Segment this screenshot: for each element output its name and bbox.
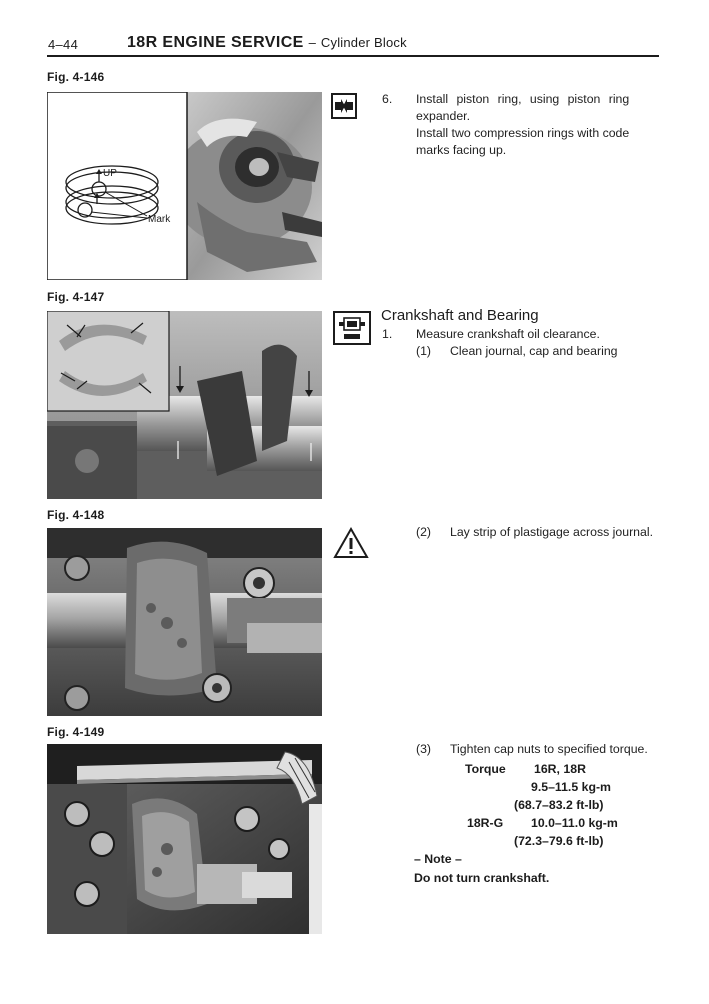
figure-147-photo	[47, 311, 322, 499]
figure-label-147: Fig. 4-147	[47, 290, 105, 304]
note-label: – Note –	[414, 852, 462, 866]
measure-icon	[333, 311, 371, 345]
substep-2-number: (2)	[416, 525, 432, 539]
figure-label-146: Fig. 4-146	[47, 70, 105, 84]
title-separator: –	[308, 35, 317, 50]
substep-3-text: Tighten cap nuts to specified torque.	[450, 742, 648, 756]
torque-label: Torque	[465, 762, 506, 776]
inset-label-up: UP	[103, 168, 117, 179]
substep-3-number: (3)	[416, 742, 432, 756]
substep-3	[416, 741, 666, 758]
inset-label-mark: Mark	[148, 214, 171, 225]
header-rule	[47, 55, 659, 57]
torque-model-b: 18R-G	[467, 816, 504, 830]
step-6-line-1: Install piston ring, using piston ring	[416, 92, 630, 106]
page-number: 4–44	[48, 37, 79, 52]
torque-model-a-kgm: 9.5–11.5 kg-m	[531, 780, 611, 794]
step-1-text: Measure crankshaft oil clearance.	[416, 327, 600, 341]
step-6-line-2: expander.	[416, 109, 471, 123]
step-6	[382, 91, 660, 159]
torque-model-b-ftlb: (72.3–79.6 ft-lb)	[514, 834, 604, 848]
torque-model-b-kgm: 10.0–11.0 kg-m	[531, 816, 618, 830]
step-1-number: 1.	[382, 327, 393, 341]
caution-icon	[333, 527, 369, 564]
step-1	[382, 326, 660, 360]
figure-149-photo	[47, 744, 322, 934]
step-6-line-4: marks facing up.	[416, 143, 507, 157]
section-heading-crankshaft: Crankshaft and Bearing	[381, 307, 539, 324]
page-title	[127, 34, 407, 52]
figure-label-149: Fig. 4-149	[47, 725, 105, 739]
figure-label-148: Fig. 4-148	[47, 508, 105, 522]
install-icon	[331, 93, 357, 119]
subsection-title: Cylinder Block	[320, 35, 407, 50]
substep-2	[416, 524, 666, 541]
step-6-line-3: Install two compression rings with code	[416, 126, 630, 140]
substep-1-text: Clean journal, cap and bearing	[450, 344, 618, 358]
section-title: 18R ENGINE SERVICE	[127, 34, 304, 51]
torque-model-a: 16R, 18R	[534, 762, 586, 776]
substep-2-text: Lay strip of plastigage across journal.	[450, 525, 654, 539]
substep-1-number: (1)	[416, 344, 432, 358]
figure-148-photo	[47, 528, 322, 716]
note-text: Do not turn crankshaft.	[414, 871, 550, 885]
figure-146-photo	[47, 92, 322, 280]
step-6-number: 6.	[382, 92, 393, 106]
torque-model-a-ftlb: (68.7–83.2 ft-lb)	[514, 798, 604, 812]
